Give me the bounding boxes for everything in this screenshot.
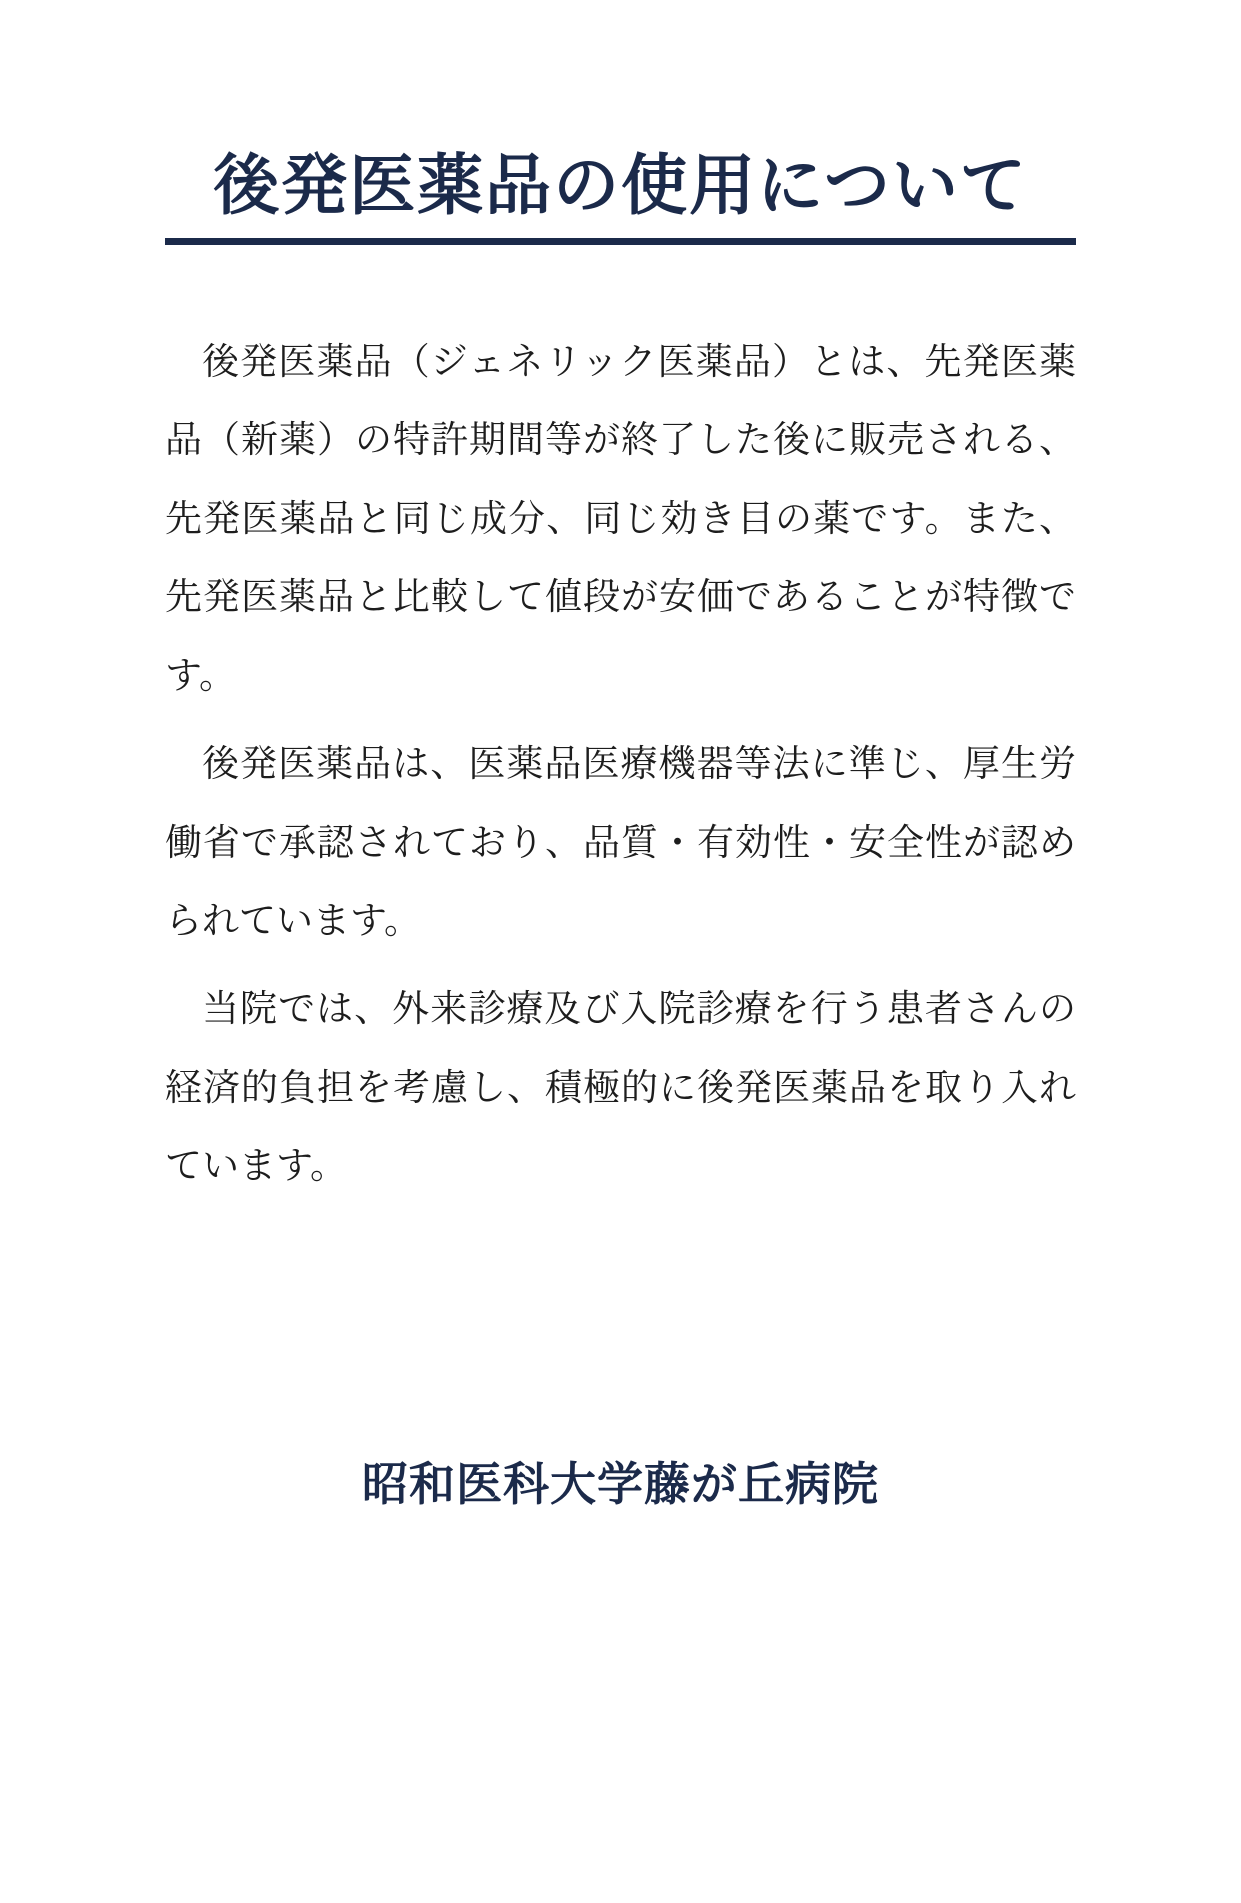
title-underline-divider	[165, 238, 1076, 245]
paragraph-1: 後発医薬品（ジェネリック医薬品）とは、先発医薬品（新薬）の特許期間等が終了した後に販売される、先発医薬品と同じ成分、同じ効き目の薬です。また、先発医薬品と比較して値段が安価であることが特徴です。	[165, 340, 1076, 696]
paragraph-2: 後発医薬品は、医薬品医療機器等法に準じ、厚生労働省で承認されており、品質・有効性・安全性が認められています。	[165, 743, 1076, 941]
page-title: 後発医薬品の使用について	[213, 148, 1028, 222]
organization-name: 昭和医科大学藤が丘病院	[362, 1458, 879, 1510]
body-content	[165, 323, 1076, 1206]
document-page	[0, 148, 1241, 1903]
paragraph-3: 当院では、外来診療及び入院診療を行う患者さんの経済的負担を考慮し、積極的に後発医薬品を取り入れています。	[165, 988, 1076, 1187]
title-block	[165, 148, 1076, 245]
footer-block	[0, 1448, 1241, 1514]
